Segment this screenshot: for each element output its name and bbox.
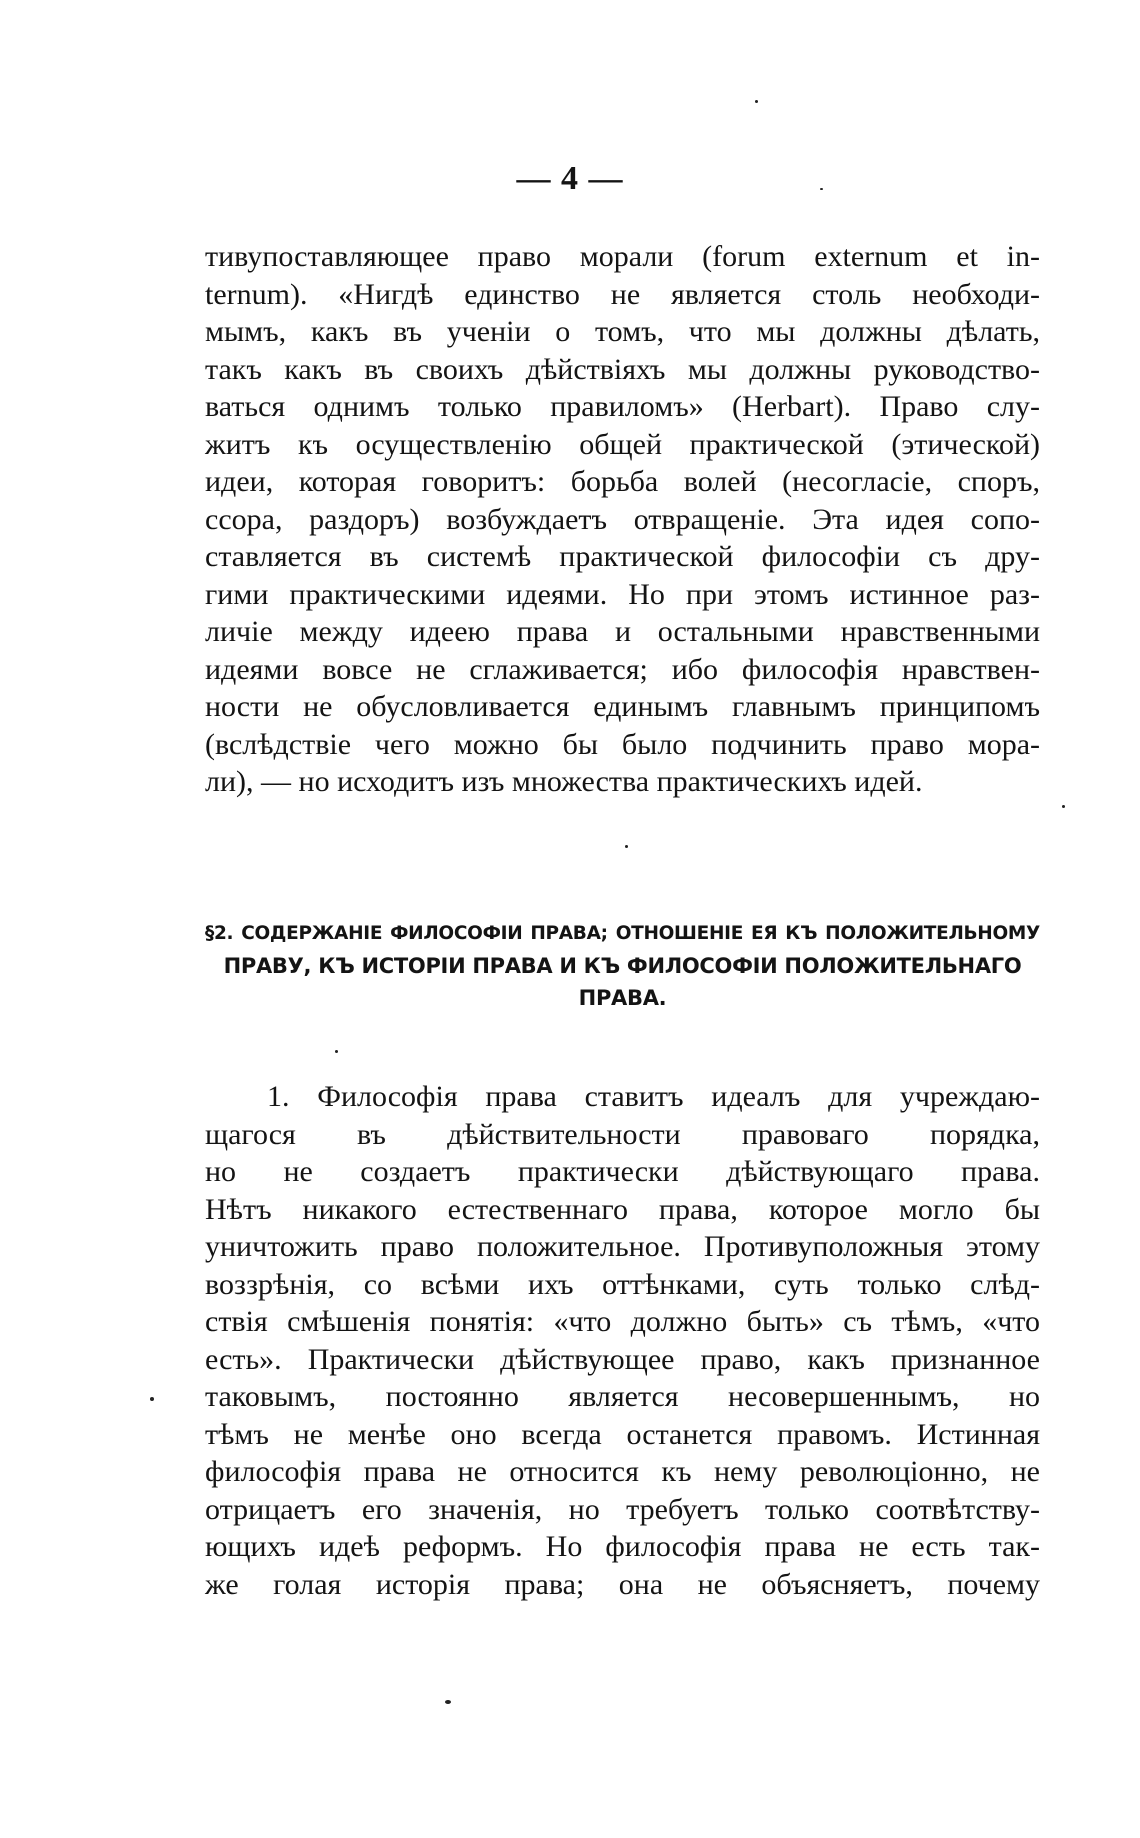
text-line: ставляется въ системѣ практической философіи съ дру-	[205, 540, 1040, 573]
text-line: щагося въ дѣйствительности правоваго порядка,	[205, 1117, 1040, 1151]
scan-speck	[445, 1700, 451, 1704]
text-line: ющихъ идеѣ реформъ. Но философія права не есть так-	[205, 1530, 1040, 1563]
text-line: житъ къ осуществленію общей практической (этической)	[205, 427, 1040, 461]
scan-speck	[335, 1050, 338, 1053]
section-heading	[205, 918, 1040, 1014]
scan-speck	[150, 1397, 154, 1401]
scan-speck	[1062, 805, 1065, 808]
text-line: ваться однимъ только правиломъ» (Herbart). Право слу-	[205, 390, 1040, 423]
page-number: — 4 —	[516, 160, 624, 197]
text-line: ссора, раздоръ) возбуждаетъ отвращеніе. Эта идея сопо-	[205, 502, 1040, 536]
text-line: уничтожить право положительное. Противуположныя этому	[205, 1230, 1040, 1263]
text-line: ternum). «Нигдѣ единство не является столь необходи-	[205, 277, 1040, 311]
text-line: (вслѣдствіе чего можно бы было подчинить право мора-	[205, 727, 1040, 761]
text-line: ности не обусловливается единымъ главнымъ принципомъ	[205, 690, 1040, 723]
text-line: же голая исторія права; она не объясняетъ, почему	[205, 1567, 1040, 1601]
heading-line: ПРАВА.	[578, 986, 667, 1010]
text-line: таковымъ, постоянно является несовершеннымъ, но	[205, 1380, 1040, 1413]
text-line: идеи, которая говоритъ: борьба волей (несогласіе, споръ,	[205, 465, 1040, 498]
heading-line: §2. СОДЕРЖАНІЕ ФИЛОСОФІИ ПРАВА; ОТНОШЕНІЕ ЕЯ КЪ ПОЛОЖИТЕЛЬНОМУ	[205, 923, 1040, 944]
text-line: отрицаетъ его значенія, но требуетъ только соотвѣтству-	[205, 1492, 1040, 1526]
text-line: Нѣтъ никакого естественнаго права, которое могло бы	[205, 1192, 1040, 1226]
text-line: ли), — но исходитъ изъ множества практическихъ идей.	[205, 765, 923, 798]
scan-speck	[820, 188, 823, 190]
text-line: воззрѣнія, со всѣми ихъ оттѣнками, суть только слѣд-	[205, 1267, 1040, 1301]
text-line: есть». Практически дѣйствующее право, какъ признанное	[205, 1342, 1040, 1376]
paragraph-section-1	[205, 1078, 1040, 1603]
text-line: ствія смѣшенія понятія: «что должно быть» съ тѣмъ, «что	[205, 1305, 1040, 1338]
text-line: гими практическими идеями. Но при этомъ истинное раз-	[205, 577, 1040, 611]
text-line: 1. Философія права ставитъ идеалъ для учреждаю-	[267, 1080, 1040, 1113]
scan-speck	[755, 100, 758, 103]
text-line: но не создаетъ практически дѣйствующаго права.	[205, 1155, 1040, 1188]
text-line: личіе между идеею права и остальными нравственными	[205, 615, 1040, 648]
text-line: тѣмъ не менѣе оно всегда останется правомъ. Истинная	[205, 1417, 1040, 1451]
text-line: идеями вовсе не сглаживается; ибо философія нравствен-	[205, 652, 1040, 686]
paragraph-continued	[205, 238, 1040, 801]
text-line: такъ какъ въ своихъ дѣйствіяхъ мы должны руководство-	[205, 352, 1040, 386]
text-line: тивупоставляющее право морали (forum externum et in-	[205, 240, 1040, 273]
heading-line: ПРАВУ, КЪ ИСТОРІИ ПРАВА И КЪ ФИЛОСОФІИ ПОЛОЖИТЕЛЬНАГО	[223, 954, 1022, 978]
text-line: мымъ, какъ въ ученіи о томъ, что мы должны дѣлать,	[205, 315, 1040, 348]
scan-speck	[625, 845, 628, 848]
text-line: философія права не относится къ нему революціонно, не	[205, 1455, 1040, 1488]
